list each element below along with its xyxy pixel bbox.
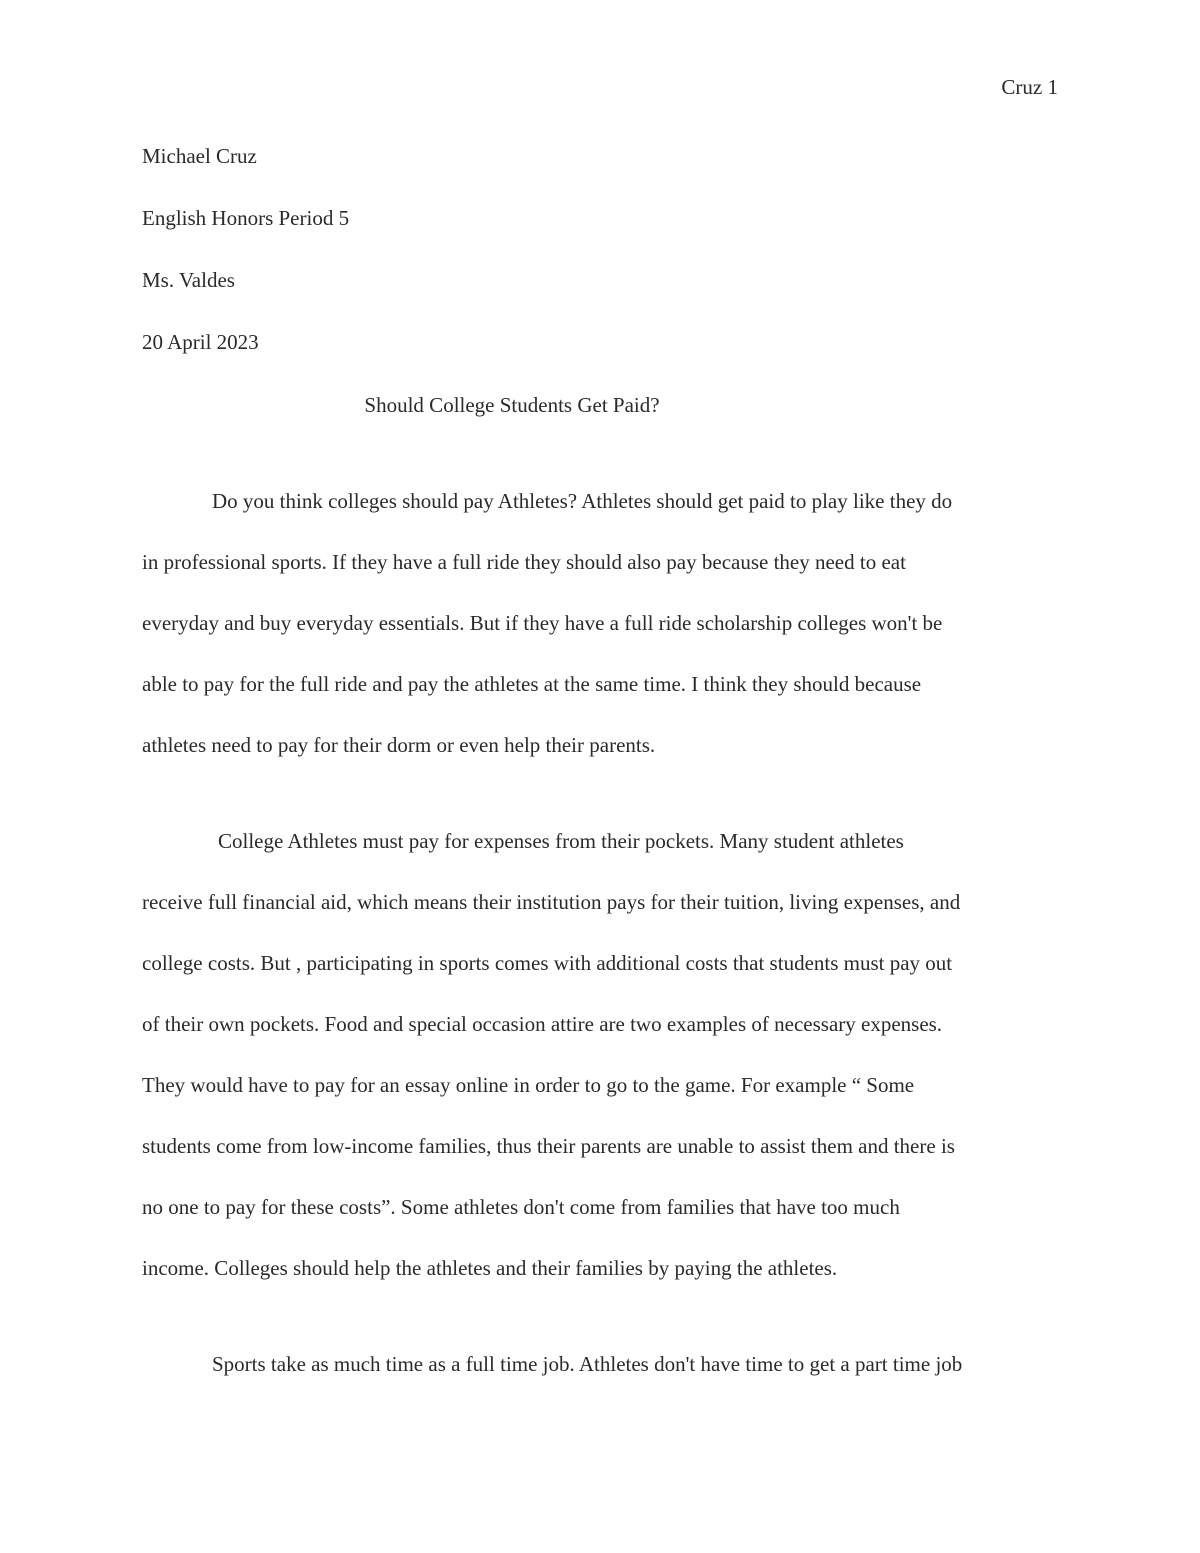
paragraph-3-line-1: Sports take as much time as a full time job. Athletes don't have time to get a part time job xyxy=(212,1352,963,1376)
page-header-label: Cruz 1 xyxy=(1001,75,1058,99)
mla-heading xyxy=(142,143,1062,391)
paragraph-2-line-8: income. Colleges should help the athletes and their families by paying the athletes. xyxy=(142,1256,838,1280)
paragraph-2-line-3: college costs. But , participating in sports comes with additional costs that students must pay out xyxy=(142,951,953,975)
paragraph-1-line-5: athletes need to pay for their dorm or even help their parents. xyxy=(142,733,656,757)
paragraph-1-line-3: everyday and buy everyday essentials. But if they have a full ride scholarship colleges won't be xyxy=(142,611,943,635)
essay-title: Should College Students Get Paid? xyxy=(364,393,660,417)
paragraph-1-line-2: in professional sports. If they have a full ride they should also pay because they need to eat xyxy=(142,550,906,574)
course-name: English Honors Period 5 xyxy=(142,206,350,230)
paragraph-1-line-4: able to pay for the full ride and pay the athletes at the same time. I think they should because xyxy=(142,672,922,696)
paragraph-2-line-6: students come from low-income families, thus their parents are unable to assist them and there is xyxy=(142,1134,955,1158)
student-name: Michael Cruz xyxy=(142,144,257,168)
essay-date: 20 April 2023 xyxy=(142,330,259,354)
paragraph-1-line-1: Do you think colleges should pay Athletes? Athletes should get paid to play like they do xyxy=(212,489,953,513)
paragraph-2-line-7: no one to pay for these costs”. Some athletes don't come from families that have too much xyxy=(142,1195,900,1219)
paragraph-2-line-5: They would have to pay for an essay online in order to go to the game. For example “ Some xyxy=(142,1073,915,1097)
paragraph-2-line-2: receive full financial aid, which means their institution pays for their tuition, living expenses, and xyxy=(142,890,961,914)
teacher-name: Ms. Valdes xyxy=(142,268,235,292)
paragraph-2-line-4: of their own pockets. Food and special occasion attire are two examples of necessary expenses. xyxy=(142,1012,943,1036)
paragraph-2-line-1: College Athletes must pay for expenses from their pockets. Many student athletes xyxy=(218,829,904,853)
